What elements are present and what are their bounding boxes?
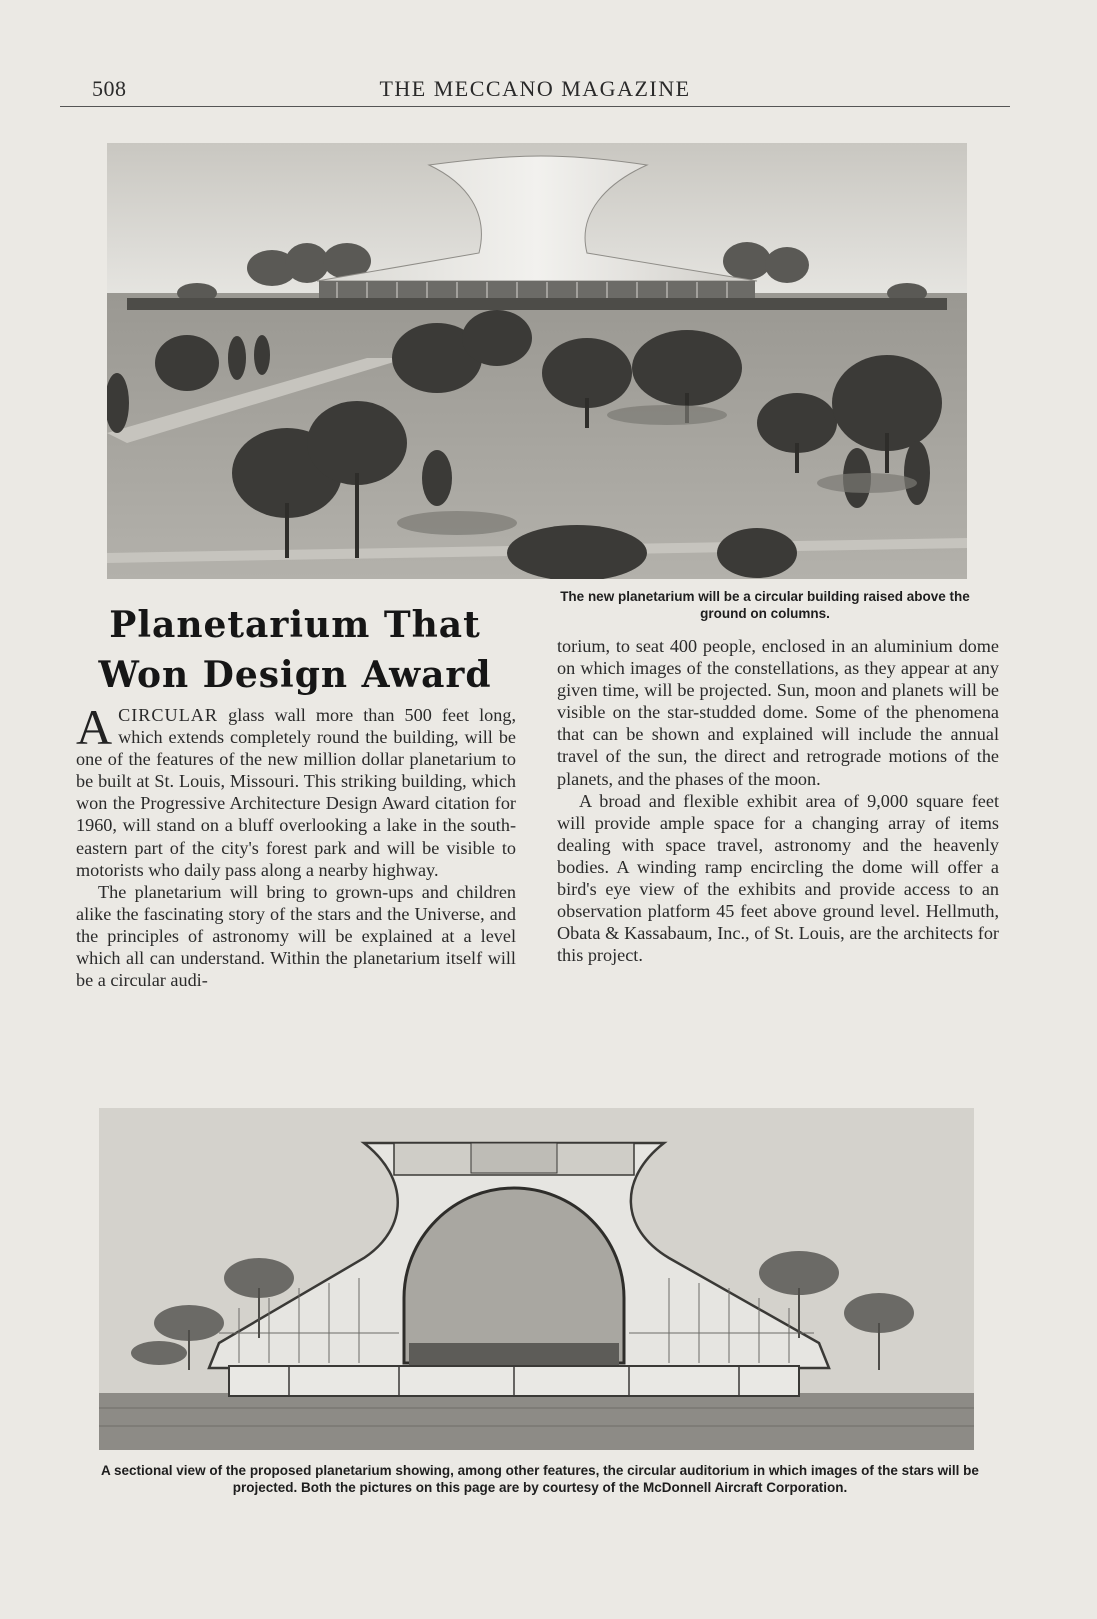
article-paragraph: The planetarium will bring to grown-ups and children alike the fascinating story of the stars and the Universe, and the principles of astronomy will be explained at a level which all can understand. Within the planetarium itself will be a circular audi- — [76, 881, 516, 991]
article-column-left — [76, 699, 516, 991]
page-number: 508 — [92, 76, 127, 101]
paragraph-text: glass wall more than 500 feet long, which extends completely round the building, will be one of the features of the new million dollar planetarium to be built at St. Louis, Missouri. This striking building, which won the Progressive Architecture Design Award citation for 1960, will stand on a bluff overlooking a lake in the south-eastern part of the city's forest park and will be visible to motorists who daily pass along a nearby highway. — [76, 705, 516, 880]
bottom-photo-caption: A sectional view of the proposed planetarium showing, among other features, the circular auditorium in which images of the stars will be projected. Both the pictures on this page are by courtesy of the McDonnell Aircraft Corporation. — [101, 1463, 979, 1495]
article-column-right — [557, 635, 999, 966]
magazine-title: THE MECCANO MAGAZINE — [379, 76, 691, 101]
article-paragraph: torium, to seat 400 people, enclosed in an aluminium dome on which images of the constellations, as they appear at any given time, will be projected. Sun, moon and planets will be visible on the star-studded dome. Some of the phenomena that can be shown and explained will include the annual travel of the sun, the direct and retrograde motions of the planets, and the phases of the moon. — [557, 636, 999, 789]
article-headline: Planetarium That Won Design Award — [98, 604, 492, 696]
drop-cap: A — [76, 699, 113, 755]
lead-caps: CIRCULAR — [118, 705, 219, 725]
top-photo-caption: The new planetarium will be a circular building raised above the ground on columns. — [560, 589, 970, 621]
article-paragraph: A broad and flexible exhibit area of 9,000 square feet will provide ample space for a changing array of items dealing with space travel, astronomy and the heavenly bodies. A winding ramp encircling the dome will offer a bird's eye view of the exhibits and provide access to an observation platform 45 feet above ground level. Hellmuth, Obata & Kassabaum, Inc., of St. Louis, are the architects for this project. — [557, 790, 999, 966]
planetarium-exterior-photo — [107, 143, 967, 579]
article-paragraph — [76, 699, 516, 881]
page-header — [60, 76, 1010, 107]
planetarium-section-drawing — [99, 1108, 974, 1450]
